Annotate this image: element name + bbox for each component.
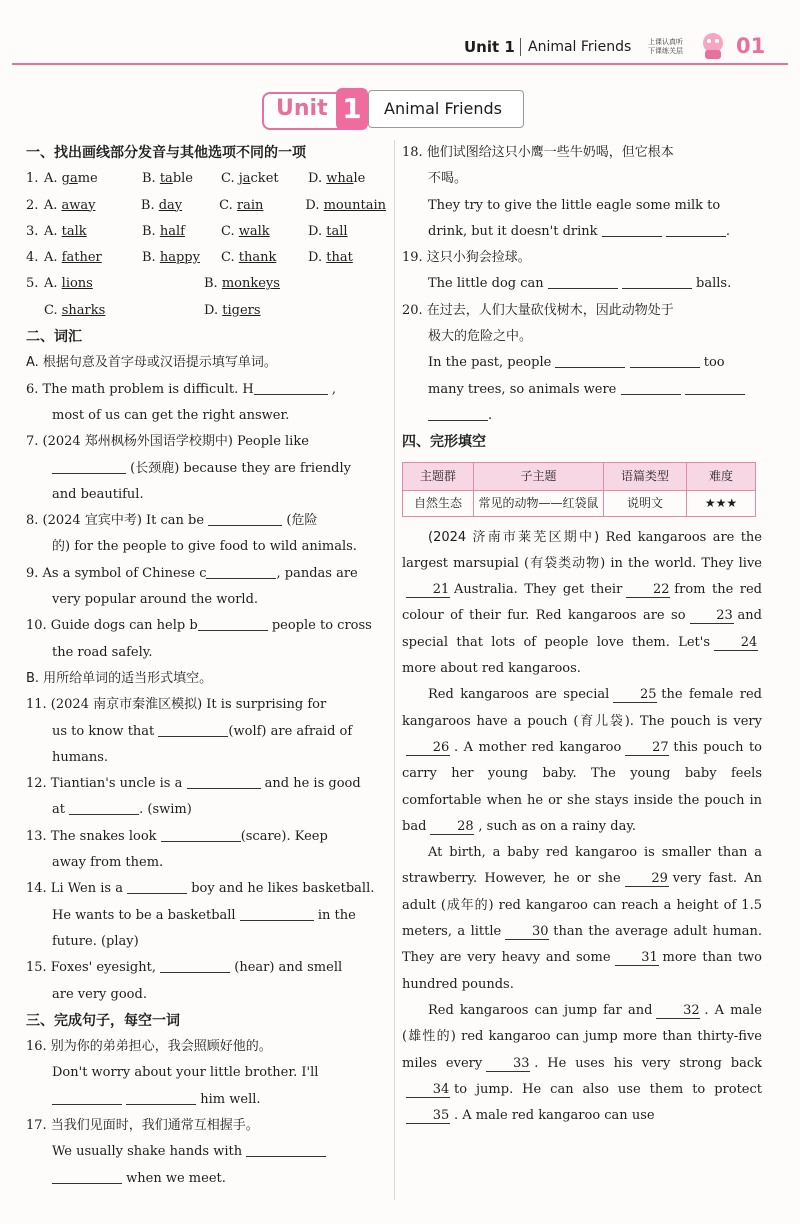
answer-blank[interactable]	[206, 564, 276, 579]
question-6: 6. The math problem is difficult. H , most of us can get the right answer.	[26, 381, 336, 423]
answer-blank[interactable]	[52, 1090, 122, 1105]
cloze-blank[interactable]: 32	[656, 1003, 700, 1019]
cloze-blank[interactable]: 35	[406, 1108, 450, 1124]
answer-blank[interactable]	[158, 722, 228, 737]
answer-blank[interactable]	[555, 353, 625, 368]
answer-blank[interactable]	[630, 353, 700, 368]
answer-blank[interactable]	[127, 879, 187, 894]
question-row: 2. A. away B. day C. rain D. mountain	[26, 197, 386, 213]
part-instruction: B. 用所给单词的适当形式填空。	[26, 670, 213, 686]
section-title: 一、找出画线部分发音与其他选项不同的一项	[26, 145, 306, 161]
answer-blank[interactable]	[69, 800, 139, 815]
page-number: 01	[736, 34, 766, 58]
cloze-blank[interactable]: 28	[430, 819, 474, 835]
answer-blank[interactable]	[246, 1142, 326, 1157]
question-row: 5. A. lions B. monkeys	[26, 276, 280, 292]
passage-info-table: 主题群 子主题 语篇类型 难度 自然生态 常见的动物——红袋鼠 说明文 ★★★	[402, 462, 756, 517]
cloze-blank[interactable]: 25	[613, 687, 657, 703]
section-title: 四、完形填空	[402, 434, 486, 451]
question-19: 19. 这只小狗会捡球。 The little dog can balls.	[402, 250, 732, 292]
header-separator	[520, 38, 521, 56]
banner-unit: Unit	[276, 96, 328, 121]
passage-paragraph: (2024 济南市莱芜区期中) Red kangaroos are the largest marsupial (有袋类动物) in the world. They live21 Australia. They get their 22 from the red colour of their fur. Red kangaroos are so 23 and special that lots of people love them. Let's 24more about red kangaroos.	[402, 529, 762, 677]
header-rule	[12, 63, 788, 65]
answer-blank[interactable]	[52, 459, 126, 474]
page-header	[0, 0, 800, 70]
passage-paragraph: Red kangaroos can jump far and 32 . A male (雄性的) red kangaroo can jump more than thirty-five miles every 33 . He uses his very strong back34 to jump. He can also use them to protect35 . A male red kangaroo can use	[402, 1002, 762, 1124]
answer-blank[interactable]	[622, 274, 692, 289]
unit-banner	[262, 88, 524, 130]
section-title: 二、词汇	[26, 329, 82, 346]
answer-blank[interactable]	[208, 511, 282, 526]
question-20: 20. 在过去，人们大量砍伐树木，因此动物处于 极大的危险之中。 In the past, people too many trees, so animals were .	[402, 298, 762, 429]
question-8: 8. (2024 宜宾中考) It can be (危险 的) for the people to give food to wild animals.	[26, 513, 357, 555]
question-17: 17. 当我们见面时，我们通常互相握手。 We usually shake hands with when we meet.	[26, 1113, 386, 1192]
header-unit: Unit 1	[464, 38, 515, 56]
question-11: 11. (2024 南京市秦淮区模拟) It is surprising for us to know that (wolf) are afraid of humans.	[26, 697, 353, 765]
question-18: 18. 他们试图给这只小鹰一些牛奶喝，但它根本 不喝。 They try to give the little eagle some milk to drink, but it doesn't drink .	[402, 145, 730, 239]
answer-blank[interactable]	[254, 380, 328, 395]
left-column	[26, 140, 386, 1192]
banner-title: Animal Friends	[384, 99, 502, 118]
cloze-blank[interactable]: 23	[690, 608, 734, 624]
answer-blank[interactable]	[240, 906, 314, 921]
answer-blank[interactable]	[160, 958, 230, 973]
right-column	[402, 140, 762, 1129]
answer-blank[interactable]	[52, 1169, 122, 1184]
answer-blank[interactable]	[187, 774, 261, 789]
question-10: 10. Guide dogs can help b people to cross the road safely.	[26, 618, 372, 660]
answer-blank[interactable]	[548, 274, 618, 289]
cloze-blank[interactable]: 27	[625, 740, 669, 756]
difficulty-stars: ★★★	[687, 490, 756, 516]
passage-paragraph: At birth, a baby red kangaroo is smaller than a strawberry. However, he or she 29 very fast. An adult (成年的) red kangaroo can reach a height of 1.5 meters, a little 30 than the average adult human. They are very heavy and some 31 more than two hundred pounds.	[402, 845, 762, 992]
answer-blank[interactable]	[685, 380, 745, 395]
part-instruction: A. 根据句意及首字母或汉语提示填写单词。	[26, 355, 277, 371]
question-row: C. sharks D. tigers	[44, 302, 261, 318]
cloze-blank[interactable]: 29	[625, 871, 669, 887]
answer-blank[interactable]	[198, 616, 268, 631]
question-9: 9. As a symbol of Chinese c , pandas are very popular around the world.	[26, 565, 358, 608]
answer-blank[interactable]	[126, 1090, 196, 1105]
question-row: 4. A. father B. happy C. thank D. that	[26, 250, 353, 266]
cloze-blank[interactable]: 24	[714, 635, 758, 651]
answer-blank[interactable]	[621, 380, 681, 395]
question-13: 13. The snakes look (scare). Keep away from them.	[26, 828, 328, 871]
question-15: 15. Foxes' eyesight, (hear) and smell are very good.	[26, 960, 343, 1002]
question-16: 16. 别为你的弟弟担心，我会照顾好他的。 Don't worry about your little brother. I'll him well.	[26, 1039, 319, 1107]
answer-blank[interactable]	[428, 406, 488, 421]
cloze-blank[interactable]: 34	[406, 1082, 450, 1098]
cloze-blank[interactable]: 31	[615, 950, 659, 966]
question-12: 12. Tiantian's uncle is a and he is good at . (swim)	[26, 776, 361, 818]
section-title: 三、完成句子，每空一词	[26, 1012, 180, 1029]
question-row: 1. A. game B. table C. jacket D. whale	[26, 171, 366, 187]
passage-paragraph: Red kangaroos are special 25 the female red kangaroos have a pouch (育儿袋). The pouch is very26 . A mother red kangaroo 27 this pouch to carry her young baby. The young baby feels comfortable when he or she stays inside the pouch in bad 28 , such as on a rainy day.	[402, 687, 762, 834]
cloze-blank[interactable]: 33	[486, 1056, 530, 1072]
question-7: 7. (2024 郑州枫杨外国语学校期中) People like (长颈鹿) because they are friendly and beautiful.	[26, 434, 351, 502]
cloze-blank[interactable]: 22	[626, 582, 670, 598]
header-title: Animal Friends	[528, 39, 632, 55]
cloze-blank[interactable]: 30	[505, 924, 549, 940]
column-divider	[394, 140, 395, 1200]
answer-blank[interactable]	[666, 222, 726, 237]
question-row: 3. A. talk B. half C. walk D. tall	[26, 223, 348, 239]
answer-blank[interactable]	[602, 222, 662, 237]
banner-number: 1	[336, 88, 368, 130]
cloze-blank[interactable]: 26	[406, 740, 450, 756]
answer-blank[interactable]	[161, 827, 241, 842]
mascot-icon	[696, 30, 730, 60]
cloze-blank[interactable]: 21	[406, 582, 450, 598]
question-14: 14. Li Wen is a boy and he likes basketball. He wants to be a basketball in the future. (play)	[26, 881, 375, 949]
header-slogan: 上课认真听 下课练关层	[648, 38, 683, 55]
